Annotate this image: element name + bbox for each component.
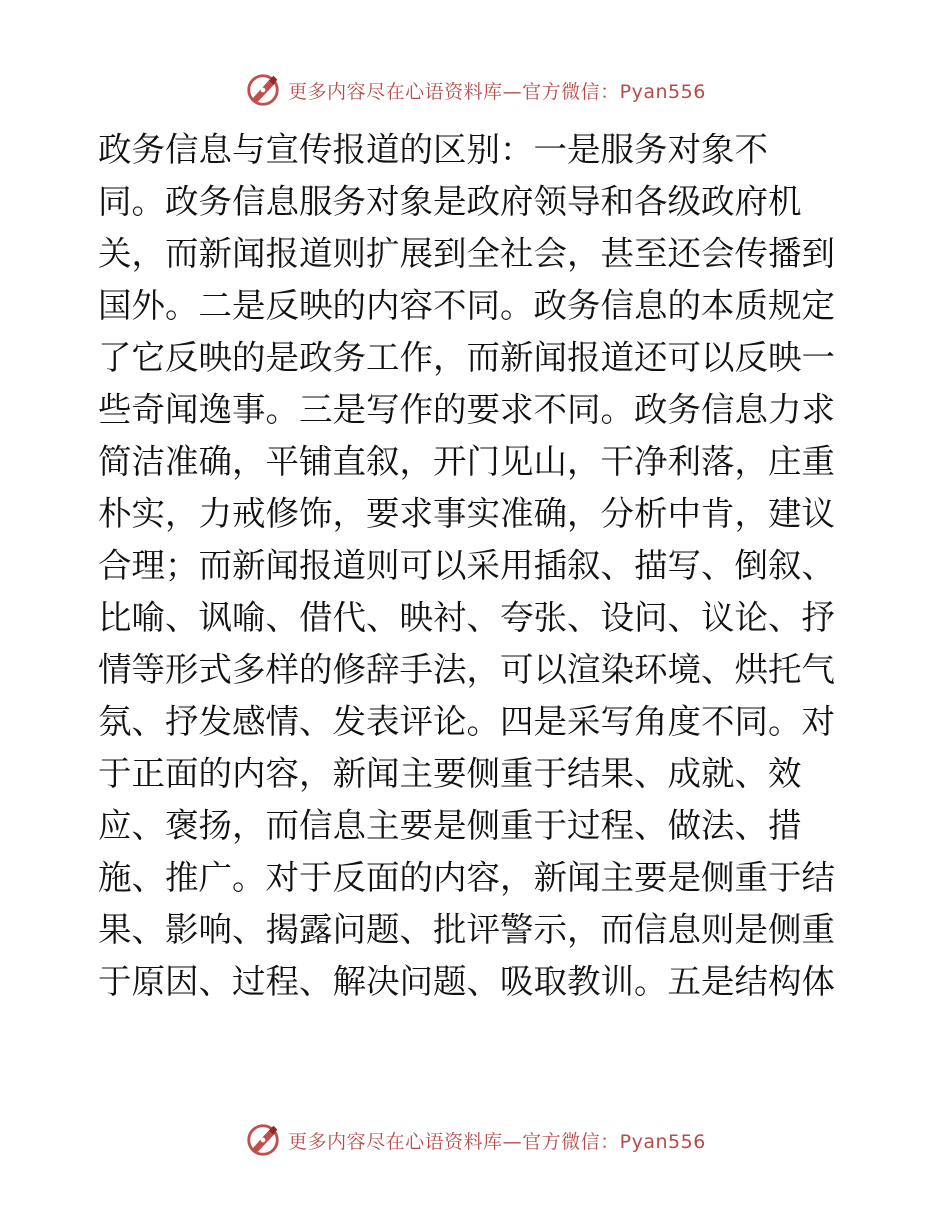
text-line: 比喻、讽喻、借代、映衬、夸张、设问、议论、抒 (98, 598, 835, 637)
text-line: 于原因、过程、解决问题、吸取教训。五是结构体 (98, 962, 835, 1001)
text-line: 施、推广。对于反面的内容，新闻主要是侧重于结 (98, 858, 835, 897)
text-line: 关，而新闻报道则扩展到全社会，甚至还会传播到 (98, 234, 835, 273)
text-line: 朴实，力戒修饰，要求事实准确，分析中肯，建议 (98, 494, 835, 533)
text-line: 政务信息与宣传报道的区别：一是服务对象不 (98, 130, 768, 169)
watermark-footer (0, 1118, 950, 1162)
text-line: 同。政务信息服务对象是政府领导和各级政府机 (98, 182, 802, 221)
document-body (98, 124, 858, 1008)
text-line: 合理；而新闻报道则可以采用插叙、描写、倒叙、 (98, 546, 835, 585)
text-line: 些奇闻逸事。三是写作的要求不同。政务信息力求 (98, 390, 835, 429)
watermark-text: 更多内容尽在心语资料库—官方微信：Pyan556 (288, 1130, 706, 1153)
text-line: 情等形式多样的修辞手法，可以渲染环境、烘托气 (98, 650, 835, 689)
text-line: 了它反映的是政务工作，而新闻报道还可以反映一 (98, 338, 835, 377)
pen-nib-circle-icon (244, 1121, 282, 1159)
watermark-header (0, 68, 950, 112)
text-line: 氛、抒发感情、发表评论。四是采写角度不同。对 (98, 702, 835, 741)
watermark-text: 更多内容尽在心语资料库—官方微信：Pyan556 (288, 80, 706, 103)
text-line: 简洁准确，平铺直叙，开门见山，干净利落，庄重 (98, 442, 835, 481)
text-line: 于正面的内容，新闻主要侧重于结果、成就、效 (98, 754, 802, 793)
text-line: 果、影响、揭露问题、批评警示，而信息则是侧重 (98, 910, 835, 949)
text-line: 应、褒扬，而信息主要是侧重于过程、做法、措 (98, 806, 802, 845)
text-line: 国外。二是反映的内容不同。政务信息的本质规定 (98, 286, 835, 325)
pen-nib-circle-icon (244, 71, 282, 109)
